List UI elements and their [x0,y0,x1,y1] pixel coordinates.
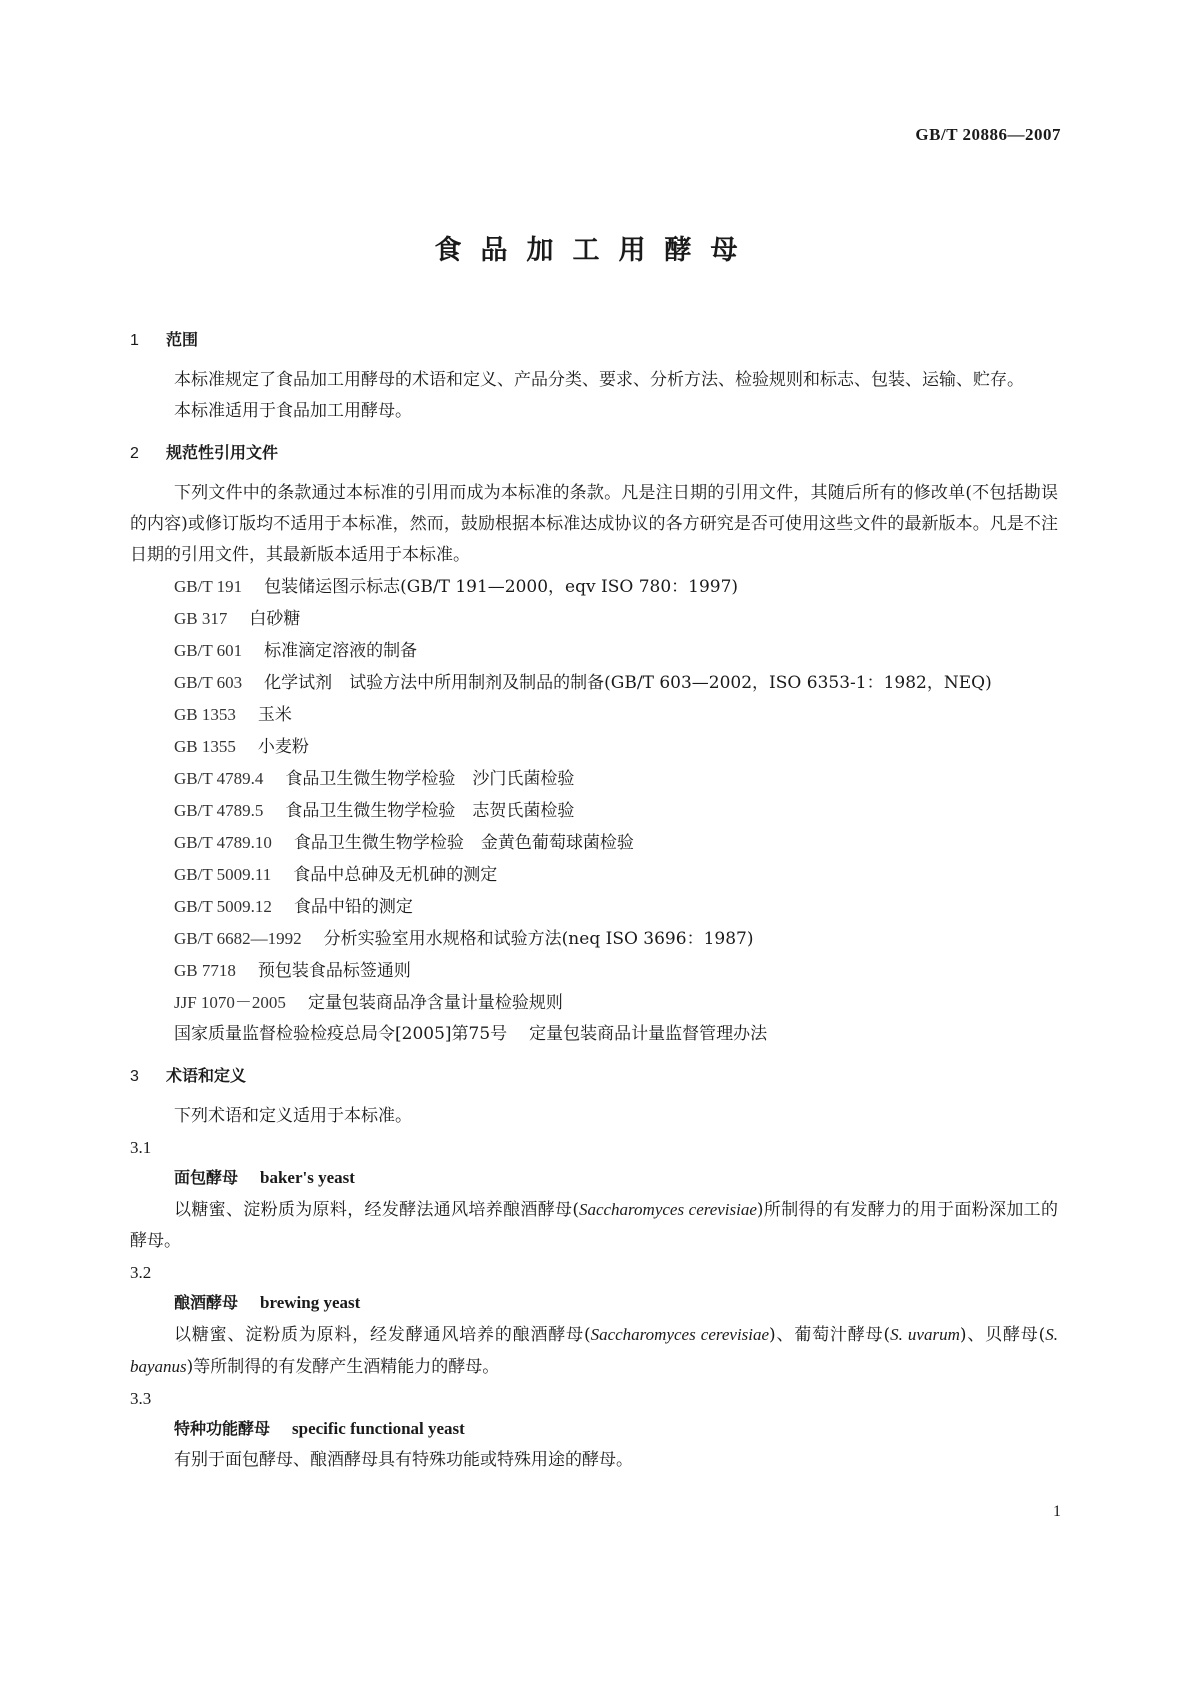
reference-code: GB/T 603 [174,673,243,692]
reference-code: GB 1353 [174,705,236,724]
reference-title: 食品卫生微生物学检验 沙门氏菌检验 [285,769,575,789]
reference-item [130,795,1058,827]
reference-code: GB/T 4789.10 [174,833,272,852]
term-english: brewing yeast [260,1293,361,1312]
reference-title: 小麦粉 [257,737,309,757]
reference-item [130,667,1058,699]
section-title: 范围 [166,330,199,349]
reference-title: 白砂糖 [249,609,301,629]
reference-title: 食品中铅的测定 [293,897,413,917]
reference-title: 标准滴定溶液的制备 [264,641,418,661]
reference-item [130,571,1058,603]
reference-code: GB/T 4789.4 [174,769,264,788]
section-title: 规范性引用文件 [166,443,279,462]
term-definition [130,1194,1058,1257]
section-title: 术语和定义 [166,1066,247,1085]
reference-item [130,987,1058,1019]
reference-item [130,635,1058,667]
section-number: 1 [130,332,139,349]
term-english: specific functional yeast [292,1419,465,1438]
section-number: 3 [130,1068,139,1085]
term-chinese: 面包酵母 [174,1168,239,1187]
reference-title: 食品卫生微生物学检验 金黄色葡萄球菌检验 [293,833,634,853]
reference-item [130,891,1058,923]
reference-item [130,603,1058,635]
definition-text: )所制得的有发酵力的用于面粉深加工的酵母。 [130,1200,1058,1251]
section-2-heading [130,437,1058,468]
reference-code: GB 7718 [174,961,236,980]
standard-code: GB/T 20886—2007 [915,125,1061,144]
section-1-heading [130,324,1058,355]
term-definition [130,1319,1058,1383]
term-number: 3.2 [130,1263,152,1282]
scientific-name: S. bayanus [130,1325,1058,1376]
section-3-heading [130,1060,1058,1091]
reference-code: 国家质量监督检验检疫总局令[2005]第75号 [174,1024,508,1044]
definition-text: 以糖蜜、淀粉质为原料，经发酵通风培养的酿酒酵母( [174,1325,591,1345]
term-definition: 有别于面包酵母、酿酒酵母具有特殊功能或特殊用途的酵母。 [174,1450,633,1470]
term-heading [130,1162,1058,1194]
definition-text: )、葡萄汁酵母( [769,1325,891,1345]
section-number: 2 [130,445,139,462]
reference-title: 玉米 [257,705,292,725]
reference-code: GB/T 191 [174,577,243,596]
reference-code: GB/T 4789.5 [174,801,264,820]
term-chinese: 酿酒酵母 [174,1293,239,1312]
reference-code: GB/T 601 [174,641,243,660]
reference-code: GB 317 [174,609,228,628]
reference-item [130,731,1058,763]
reference-item [130,763,1058,795]
term-chinese: 特种功能酵母 [174,1419,271,1438]
reference-title: 食品中总砷及无机砷的测定 [293,865,498,885]
term-heading [130,1287,1058,1319]
reference-item [130,859,1058,891]
terms-intro: 下列术语和定义适用于本标准。 [174,1106,412,1126]
term-heading [130,1413,1058,1445]
definition-text: )等所制得的有发酵产生酒精能力的酵母。 [186,1357,500,1377]
term-number: 3.3 [130,1389,152,1408]
definition-text: )、贝酵母( [959,1325,1046,1345]
term-number: 3.1 [130,1138,152,1157]
page-number: 1 [1053,1503,1061,1520]
reference-code: GB/T 6682—1992 [174,929,302,948]
scope-paragraph-1: 本标准规定了食品加工用酵母的术语和定义、产品分类、要求、分析方法、检验规则和标志、包装、运输、贮存。 [174,370,1024,390]
reference-title: 食品卫生微生物学检验 志贺氏菌检验 [285,801,575,821]
definition-text: 以糖蜜、淀粉质为原料，经发酵法通风培养酿酒酵母( [174,1200,579,1220]
scope-paragraph-2: 本标准适用于食品加工用酵母。 [174,401,412,421]
reference-item [130,827,1058,859]
reference-title: 定量包装商品计量监督管理办法 [529,1024,768,1044]
scientific-name: Saccharomyces cerevisiae [578,1200,757,1219]
reference-title: 包装储运图示标志(GB/T 191—2000，eqv ISO 780：1997) [264,577,739,597]
reference-code: JJF 1070－2005 [174,993,286,1012]
references-intro: 下列文件中的条款通过本标准的引用而成为本标准的条款。凡是注日期的引用文件，其随后所有的修改单(不包括勘误的内容)或修订版均不适用于本标准，然而，鼓励根据本标准达成协议的各方研究是否可使用这些文件的最新版本。凡是不注日期的引用文件，其最新版本适用于本标准。 [130,483,1058,565]
reference-item [130,923,1058,955]
reference-item [130,1019,1058,1050]
reference-code: GB/T 5009.11 [174,865,272,884]
reference-code: GB 1355 [174,737,236,756]
reference-list [130,571,1058,1050]
scientific-name: Saccharomyces cerevisiae [590,1325,770,1344]
reference-item [130,699,1058,731]
reference-title: 定量包装商品净含量计量检验规则 [307,993,563,1013]
document-title: 食品加工用酵母 [434,235,757,266]
reference-item [130,955,1058,987]
reference-title: 分析实验室用水规格和试验方法(neq ISO 3696：1987) [323,929,754,949]
scientific-name: S. uvarum [890,1325,960,1344]
document-body [130,324,1058,1476]
reference-title: 化学试剂 试验方法中所用制剂及制品的制备(GB/T 603—2002，ISO 6353-1：1982，NEQ) [264,673,992,693]
reference-code: GB/T 5009.12 [174,897,272,916]
term-english: baker's yeast [260,1168,355,1187]
reference-title: 预包装食品标签通则 [257,961,411,981]
